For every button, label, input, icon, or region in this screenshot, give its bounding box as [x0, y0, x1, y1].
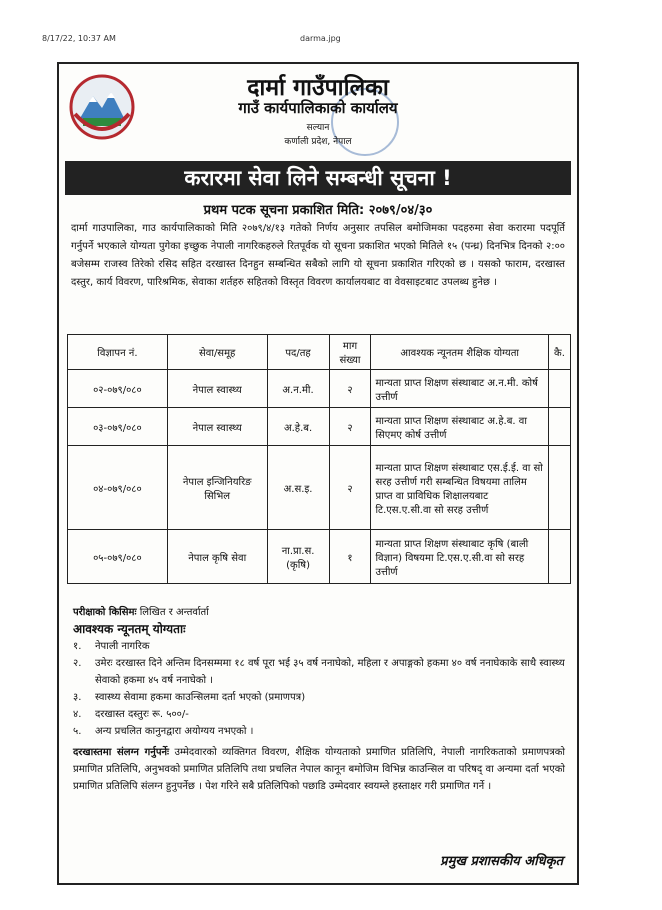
cell-remark — [548, 408, 570, 446]
cell-count: २ — [329, 370, 371, 408]
cell-qualification: मान्यता प्राप्त शिक्षण संस्थाबाट एस.ई.ई. वा सो सरह उत्तीर्ण गरी सम्बन्धित विषयमा तालिम प्राप्त वा प्राविधिक शिक्षालयबाट टि.एस.ए.सी.वा सो सरह उत्तीर्ण — [371, 446, 549, 530]
cell-qualification: मान्यता प्राप्त शिक्षण संस्थाबाट कृषि (बाली विज्ञान) विषयमा टि.एस.ए.सी.वा सो सरह उत्तीर्ण — [371, 530, 549, 584]
exam-type — [73, 604, 565, 621]
col-remarks: कै. — [548, 335, 570, 370]
office-subtitle: गाउँ कार्यपालिकाको कार्यालय — [238, 99, 398, 117]
cell-count: २ — [329, 446, 371, 530]
item-text: अन्य प्रचलित कानुनद्वारा अयोग्यय नभएको । — [95, 726, 254, 737]
notice-body: दार्मा गाउपालिका, गाउ कार्यपालिकाको मिति २०७९/४/१३ गतेको निर्णय अनुसार तपसिल बमोजिमका पदहरुमा सेवा करारमा पदपूर्ति गर्नुपर्ने भएकाले योग्यता पुगेका इच्छुक नेपाली नागरिकहरुले रितपूर्वक यो सूचना प्रकाशित भएको मितिले १५ (पन्ध्र) दिनभित्र दिनको २:०० बजेसम्म राजस्व तिरेको रसिद सहित दरखास्त दिनहुन सम्बन्धित सबैको लागि यो सूचना प्रकाशित गरिएको छ । यसको फाराम, दरखास्त दस्तुर, कार्य विवरण, पारिश्रमिक, सेवाका शर्तहरु सहितको विस्तृत विवरण कार्यालयबाट वा वेवसाइटबाट उपलब्ध हुनेछ । — [71, 223, 565, 288]
table-row — [68, 370, 571, 408]
cell-ad: ०५-०७९/०८० — [68, 530, 168, 584]
attachments-text: उम्मेदवारको व्यक्तिगत विवरण, शैक्षिक योग्यताको प्रमाणित प्रतिलिपि, नेपाली नागरिकताको प्रमाणपत्रको प्रमाणित प्रतिलिपि, अनुभवको प्रमाणित प्रतिलिपि तथा प्रचलित नेपाल कानून बमोजिम विभिन्न काउन्सिल वा परिषद् वा अन्यमा दर्ता भएको प्रमाणित प्रतिलिपि संलग्न हुनुपर्नेछ । पेश गरिने सबै प्रतिलिपिको पछाडि उम्मेदवार स्वयम्ले हस्ताक्षर गरी प्रमाणित गर्ने । — [73, 747, 565, 792]
requirements-section — [73, 604, 565, 795]
cell-ad: ०२-०७९/०८० — [68, 370, 168, 408]
cell-ad: ०३-०७९/०८० — [68, 408, 168, 446]
item-number: २. — [73, 658, 82, 669]
district: सल्यान — [306, 123, 330, 133]
cell-post: अ.स.इ. — [267, 446, 329, 530]
print-filename: darma.jpg — [300, 34, 341, 43]
cell-service: नेपाल स्वास्थ्य — [167, 370, 267, 408]
table-header-row — [68, 335, 571, 370]
table-row — [68, 408, 571, 446]
notice-document — [57, 62, 579, 885]
attachments-label: दरखास्तमा संलग्न गर्नुपर्नेः — [73, 747, 170, 758]
cell-remark — [548, 446, 570, 530]
item-text: नेपाली नागरिक — [95, 641, 150, 652]
list-item — [73, 655, 565, 689]
exam-value: लिखित र अन्तर्वार्ता — [139, 607, 209, 618]
item-number: ४. — [73, 709, 82, 720]
cell-qualification: मान्यता प्राप्त शिक्षण संस्थाबाट अ.हे.ब. वा सिएमए कोर्ष उत्तीर्ण — [371, 408, 549, 446]
attachments-paragraph — [73, 744, 565, 795]
item-number: ५. — [73, 726, 82, 737]
vacancy-table — [67, 334, 571, 584]
col-post: पद/तह — [267, 335, 329, 370]
cell-count: २ — [329, 408, 371, 446]
min-qual-list — [73, 638, 565, 740]
cell-remark — [548, 370, 570, 408]
cell-remark — [548, 530, 570, 584]
col-ad-no: विज्ञापन नं. — [68, 335, 168, 370]
list-item — [73, 638, 565, 655]
cell-service: नेपाल स्वास्थ्य — [167, 408, 267, 446]
item-text: दरखास्त दस्तुरः रू. ५००/- — [95, 709, 189, 720]
col-qualification: आवश्यक न्यूनतम शैक्षिक योग्यता — [371, 335, 549, 370]
cell-service: नेपाल इन्जिनियरिङ सिभिल — [167, 446, 267, 530]
item-text: स्वास्थ्य सेवामा हकमा काउन्सिलमा दर्ता भएको (प्रमाणपत्र) — [95, 692, 306, 703]
print-datetime: 8/17/22, 10:37 AM — [42, 34, 116, 43]
item-text: उमेरः दरखास्त दिने अन्तिम दिनसम्ममा १८ वर्ष पूरा भई ३५ वर्ष ननाघेको, महिला र अपाङ्गको हकमा ४० वर्ष ननाघेकाके साथै स्वास्थ्य सेवाको हकमा ४५ वर्ष ननाघेको । — [95, 658, 565, 686]
cell-qualification: मान्यता प्राप्त शिक्षण संस्थाबाट अ.न.मी. कोर्ष उत्तीर्ण — [371, 370, 549, 408]
table-row — [68, 530, 571, 584]
office-address — [59, 121, 577, 149]
notice-banner: करारमा सेवा लिने सम्बन्धी सूचना ! — [65, 161, 571, 195]
col-count: माग संख्या — [329, 335, 371, 370]
item-number: ३. — [73, 692, 82, 703]
cell-service: नेपाल कृषि सेवा — [167, 530, 267, 584]
cell-count: १ — [329, 530, 371, 584]
cell-post: ना.प्रा.स. (कृषि) — [267, 530, 329, 584]
cell-post: अ.हे.ब. — [267, 408, 329, 446]
first-published-date: प्रथम पटक सूचना प्रकाशित मिति: २०७९/०४/३० — [203, 203, 433, 218]
min-qual-heading: आवश्यक न्यूनतम् योग्यताः — [73, 622, 186, 636]
col-service: सेवा/समूह — [167, 335, 267, 370]
list-item — [73, 723, 565, 740]
province: कर्णाली प्रदेश, नेपाल — [284, 137, 352, 147]
cell-ad: ०४-०७९/०८० — [68, 446, 168, 530]
cell-post: अ.न.मी. — [267, 370, 329, 408]
signatory: प्रमुख प्रशासकीय अधिकृत — [440, 854, 563, 869]
exam-label: परीक्षाको किसिमः — [73, 607, 137, 618]
list-item — [73, 689, 565, 706]
list-item — [73, 706, 565, 723]
table-row — [68, 446, 571, 530]
item-number: १. — [73, 641, 82, 652]
office-title: दार्मा गाउँपालिका — [247, 75, 389, 101]
